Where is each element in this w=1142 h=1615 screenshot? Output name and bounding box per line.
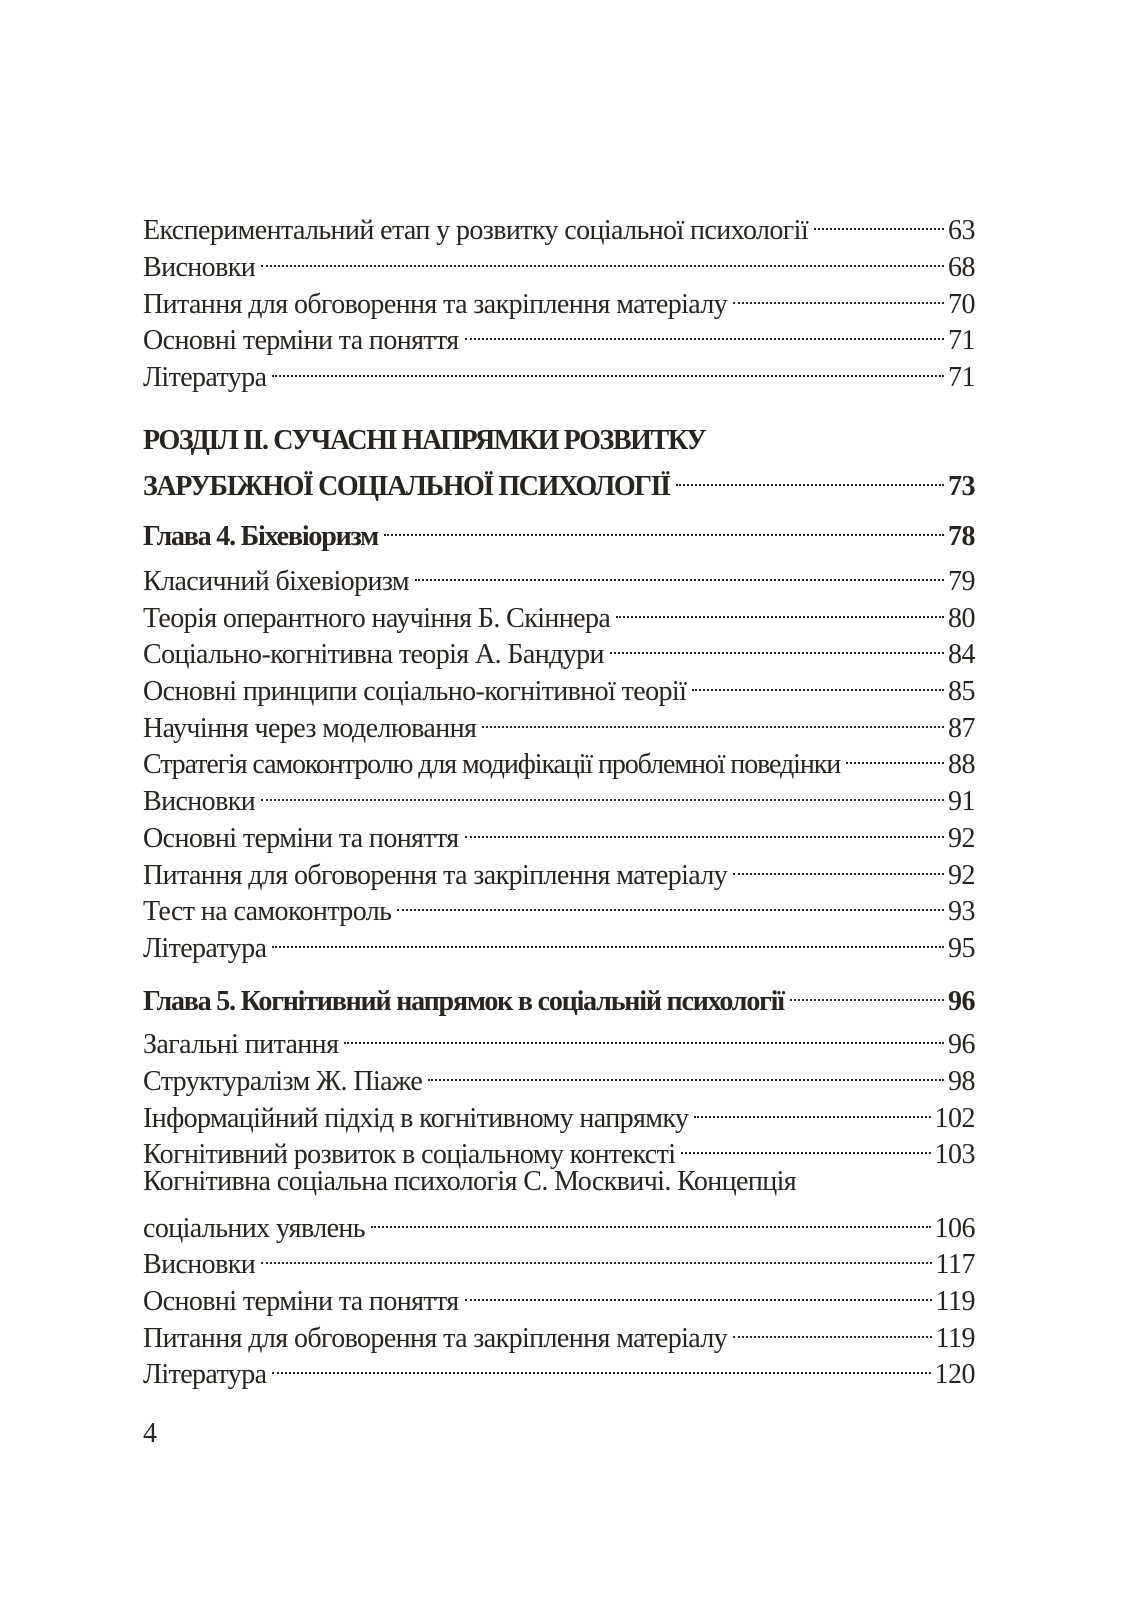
dot-leader: [261, 239, 944, 276]
toc-entry-page: 73: [948, 471, 975, 502]
toc-entry-page: 70: [948, 289, 975, 320]
toc-entry[interactable]: [143, 1090, 975, 1134]
toc-entry[interactable]: [143, 920, 975, 964]
toc-entry[interactable]: [143, 1053, 975, 1097]
toc-entry[interactable]: [143, 590, 975, 634]
toc-entry-page: 92: [948, 860, 975, 891]
toc-entry[interactable]: [143, 312, 975, 356]
toc-entry-label: Структуралізм Ж. Піаже: [143, 1066, 423, 1097]
dot-leader: [465, 1273, 932, 1310]
section-heading-line2: ЗАРУБІЖНОЇ СОЦІАЛЬНОЇ ПСИХОЛОГІЇ: [143, 471, 670, 502]
dot-leader: [482, 700, 944, 737]
toc-entry[interactable]: [143, 883, 975, 927]
dot-leader: [610, 626, 944, 663]
toc-entry-page: 63: [948, 215, 975, 246]
toc-entry[interactable]: [143, 1346, 975, 1390]
toc-entry-page: 88: [948, 749, 975, 780]
toc-entry[interactable]: [143, 810, 975, 854]
dot-leader: [814, 202, 944, 239]
toc-entry-page: 80: [948, 603, 975, 634]
dot-leader: [384, 508, 944, 545]
dot-leader: [846, 736, 944, 773]
toc-entry-page: 93: [948, 896, 975, 927]
toc-entry[interactable]: [143, 349, 975, 393]
dot-leader: [261, 773, 944, 810]
toc-entry-page: 119: [935, 1286, 975, 1317]
toc-entry-page: 102: [934, 1103, 975, 1134]
toc-entry-label: Основні терміни та поняття: [143, 1286, 459, 1317]
toc-entry-page: 71: [948, 362, 975, 393]
toc-entry-label: Основні терміни та поняття: [143, 325, 459, 356]
dot-leader: [681, 1126, 930, 1163]
dot-leader: [676, 458, 944, 495]
toc-entry-label-line2: соціальних уявлень: [143, 1213, 365, 1244]
toc-entry-page: 103: [934, 1139, 975, 1170]
toc-entry[interactable]: [143, 1310, 975, 1354]
toc-entry[interactable]: [143, 700, 975, 744]
dot-leader: [733, 276, 944, 313]
toc-entry-label: Література: [143, 362, 267, 393]
toc-entry-page: 78: [948, 521, 975, 552]
toc-entry-page: 79: [948, 566, 975, 597]
toc-entry-label: Основні принципи соціально-когнітивної теорії: [143, 676, 687, 707]
dot-leader: [272, 920, 944, 957]
toc-entry-page: 96: [948, 986, 975, 1017]
dot-leader: [733, 1310, 931, 1347]
dot-leader: [465, 312, 944, 349]
toc-entry-label: Когнітивний розвиток в соціальному контексті: [143, 1139, 676, 1170]
dot-leader: [415, 553, 944, 590]
toc-entry-label: Висновки: [143, 786, 256, 817]
chapter-heading[interactable]: [143, 973, 975, 1017]
page-number: 4: [143, 1418, 157, 1449]
toc-entry-page: 85: [948, 676, 975, 707]
chapter-heading[interactable]: [143, 508, 975, 552]
toc-entry[interactable]: [143, 626, 975, 670]
toc-entry-label: Питання для обговорення та закріплення матеріалу: [143, 289, 728, 320]
toc-entry-label: Научіння через моделювання: [143, 713, 477, 744]
toc-entry[interactable]: [143, 1200, 975, 1244]
dot-leader: [692, 663, 944, 700]
dot-leader: [465, 810, 944, 847]
chapter-title: Глава 4. Біхевіоризм: [143, 521, 379, 552]
dot-leader: [733, 847, 944, 884]
toc-entry-page: 68: [948, 252, 975, 283]
toc-entry-label: Стратегія самоконтролю для модифікації проблемної поведінки: [143, 749, 841, 780]
toc-entry[interactable]: [143, 276, 975, 320]
dot-leader: [694, 1090, 930, 1127]
toc-entry-label: Література: [143, 933, 267, 964]
toc-entry-page: 71: [948, 325, 975, 356]
dot-leader: [261, 1236, 931, 1273]
toc-entry-label: Висновки: [143, 252, 256, 283]
toc-entry-label-line1[interactable]: Когнітивна соціальна психологія С. Москвичі. Концепція: [143, 1166, 797, 1197]
toc-entry[interactable]: [143, 1236, 975, 1280]
toc-entry-label: Основні терміни та поняття: [143, 823, 459, 854]
toc-entry-label: Експериментальний етап у розвитку соціальної психології: [143, 215, 809, 246]
toc-entry-label: Питання для обговорення та закріплення матеріалу: [143, 860, 728, 891]
toc-entry[interactable]: [143, 553, 975, 597]
toc-entry[interactable]: [143, 773, 975, 817]
dot-leader: [344, 1016, 944, 1053]
section-heading-line1[interactable]: РОЗДІЛ ІІ. СУЧАСНІ НАПРЯМКИ РОЗВИТКУ: [143, 425, 706, 456]
dot-leader: [428, 1053, 944, 1090]
toc-entry-label: Класичний біхевіоризм: [143, 566, 410, 597]
toc-entry[interactable]: [143, 1273, 975, 1317]
toc-entry-page: 119: [935, 1323, 975, 1354]
dot-leader: [790, 973, 944, 1010]
toc-entry-label: Висновки: [143, 1249, 256, 1280]
dot-leader: [272, 1346, 930, 1383]
toc-entry[interactable]: [143, 202, 975, 246]
toc-entry-page: 87: [948, 713, 975, 744]
toc-entry[interactable]: [143, 663, 975, 707]
toc-entry-label: Інформаційний підхід в когнітивному напрямку: [143, 1103, 689, 1134]
toc-entry-page: 120: [934, 1359, 975, 1390]
toc-entry-label: Література: [143, 1359, 267, 1390]
toc-entry-label: Загальні питання: [143, 1029, 339, 1060]
toc-entry-label: Соціально-когнітивна теорія А. Бандури: [143, 639, 604, 670]
chapter-title: Глава 5. Когнітивний напрямок в соціальній психології: [143, 986, 784, 1017]
toc-entry[interactable]: [143, 736, 975, 780]
toc-entry-page: 91: [948, 786, 975, 817]
toc-entry-page: 95: [948, 933, 975, 964]
toc-entry-page: 98: [948, 1066, 975, 1097]
dot-leader: [397, 883, 944, 920]
dot-leader: [616, 590, 944, 627]
toc-entry-page: 92: [948, 823, 975, 854]
toc-entry[interactable]: [143, 1126, 975, 1170]
toc-entry[interactable]: [143, 847, 975, 891]
toc-entry-label: Теорія оперантного научіння Б. Скіннера: [143, 603, 611, 634]
dot-leader: [272, 349, 944, 386]
toc-entry-page: 117: [935, 1249, 975, 1280]
toc-entry-label: Питання для обговорення та закріплення матеріалу: [143, 1323, 728, 1354]
dot-leader: [371, 1200, 931, 1237]
toc-entry-page: 106: [934, 1213, 975, 1244]
toc-entry[interactable]: [143, 239, 975, 283]
toc-entry-label: Тест на самоконтроль: [143, 896, 392, 927]
toc-entry-page: 84: [948, 639, 975, 670]
section-heading-entry[interactable]: [143, 458, 975, 502]
toc-entry-page: 96: [948, 1029, 975, 1060]
toc-entry[interactable]: [143, 1016, 975, 1060]
